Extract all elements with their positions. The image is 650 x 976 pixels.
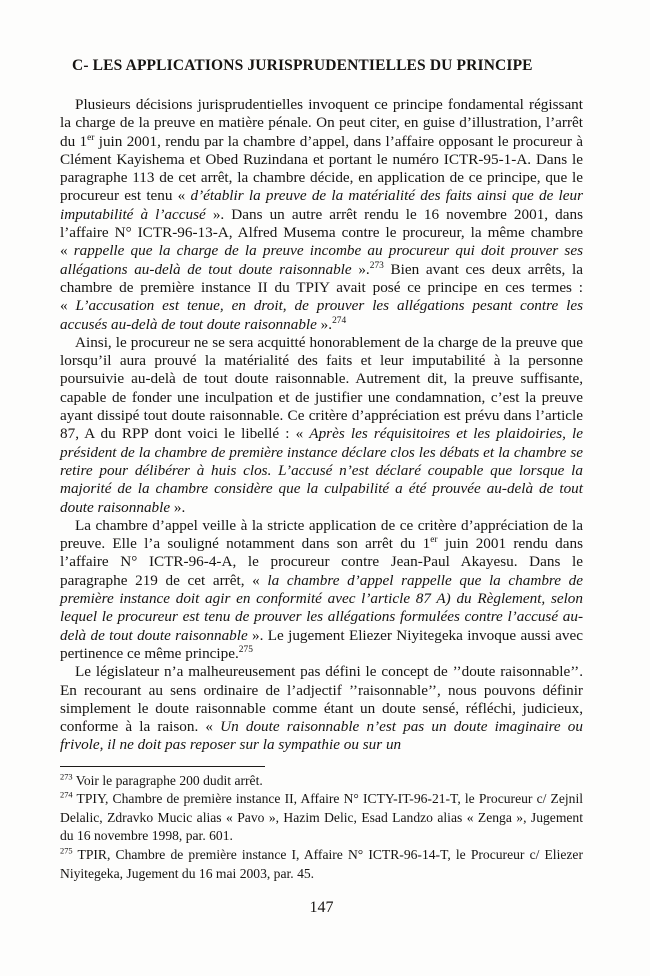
superscript-ref: 275 [238, 644, 253, 655]
footnote [60, 790, 583, 846]
paragraph [60, 663, 583, 754]
text-run: ». Dans un autre arrêt rendu le 16 novembre 2001, dans l’affaire N° ICTR-96-13-A, Alfred Musema contre le procureur, la même chambre « [60, 205, 583, 260]
text-run: ». [170, 498, 186, 516]
superscript-ref: er [430, 535, 438, 546]
quoted-italic-text: L’accusation est tenue, en droit, de prouver les allégations pesant contre les accusés au-delà de tout doute raisonnable [60, 297, 583, 333]
text-run: juin 2001 rendu dans l’affaire N° ICTR-96-4-A, le procureur contre Jean-Paul Akayesu. Dans le paragraphe 219 de cet arrêt, « [60, 535, 584, 589]
text-run: ». Le jugement Eliezer Niyitegeka invoque aussi avec pertinence ce même principe. [60, 626, 583, 662]
quoted-italic-text: Après les réquisitoires et les plaidoiries, le président de la chambre de première instance déclare clos les débats et la chambre se retire pour délibérer à huis clos. L’accusé n’est déclaré coupable que lorsque la majorité de la chambre considère que la culpabilité a été prouvée au-delà de tout doute raisonnable [60, 425, 583, 516]
footnote [60, 772, 583, 791]
text-run: Ainsi, le procureur ne se sera acquitté honorablement de la charge de la preuve que lorsqu’il aura prouvé la matérialité des faits et leur imputabilité à la personne poursuivie au-delà de tout doute raisonnable. Autrement dit, la preuve suffisante, capable de fonder une inculpation et de justifier une condamnation, c’est la preuve ayant dissipé tout doute raisonnable. Ce critère d’appréciation est prévu dans l’article 87, A du RPP dont voici le libellé : « [60, 333, 583, 443]
paragraph [60, 334, 583, 517]
paragraph [60, 96, 583, 334]
footnotes [60, 772, 583, 884]
quoted-italic-text: Un doute raisonnable n’est pas un doute imaginaire ou frivole, il ne doit pas reposer sur la sympathie ou sur un [60, 718, 583, 754]
quoted-italic-text: d’établir la preuve de la matérialité des faits ainsi que de leur imputabilité à l’accusé [60, 187, 583, 223]
quoted-italic-text: rappelle que la charge de la preuve incombe au procureur qui doit prouver ses allégations au-delà de tout doute raisonnable [60, 242, 583, 278]
text-run: TPIY, Chambre de première instance II, Affaire N° ICTY-IT-96-21-T, le Procureur c/ Zejnil Delalic, Zdravko Mucic alias « Pavo », Hazim Delic, Esad Landzo alias « Zenga », Jugement du 16 novembre 1998, par. 601. [60, 791, 584, 844]
superscript-ref: er [87, 132, 95, 143]
section-heading: C- LES APPLICATIONS JURISPRUDENTIELLES DU PRINCIPE [72, 57, 533, 74]
text-run: La chambre d’appel veille à la stricte application de ce critère d’appréciation de la preuve. Elle l’a souligné notamment dans son arrêt du 1 [60, 516, 583, 553]
text-run: Bien avant ces deux arrêts, la chambre de première instance II du TPIY avait posé ce principe en ces termes : « [60, 260, 583, 315]
body-text [60, 96, 583, 755]
page-number: 147 [309, 899, 334, 917]
text-run: TPIR, Chambre de première instance I, Affaire N° ICTR-96-14-T, le Procureur c/ Eliezer Niyitegeka, Jugement du 16 mai 2003, par. 45. [60, 847, 583, 881]
text-run: Voir le paragraphe 200 dudit arrêt. [75, 772, 263, 788]
text-run: Le législateur n’a malheureusement pas défini le concept de ’’doute raisonnable’’. En recourant au sens ordinaire de l’adjectif ’’raisonnable’’, nous pouvons définir simplement le doute raisonnable comme étant un doute sensé, réfléchi, judicieux, conforme à la raison. « [60, 663, 583, 736]
footnote-marker: 274 [60, 789, 73, 800]
footnote-rule [60, 766, 265, 767]
paragraph [60, 517, 583, 663]
text-run: ». [316, 315, 333, 333]
quoted-italic-text: la chambre d’appel rappelle que la chambre de première instance doit agir en conformité avec l’article 87 A) du Règlement, selon lequel le procureur est tenu de prouver les allégations formulées contre l’accusé au-delà de tout doute raisonnable [60, 571, 583, 644]
text-run: ». [351, 260, 370, 278]
footnote-marker: 273 [60, 771, 73, 782]
superscript-ref: 274 [332, 315, 347, 326]
footnote [60, 846, 583, 883]
superscript-ref: 273 [369, 260, 384, 271]
text-run: juin 2001, rendu par la chambre d’appel, dans l’affaire opposant le procureur à Clément Kayishema et Obed Ruzindana et portant le numéro ICTR-95-1-A. Dans le paragraphe 113 de cet arrêt, la chambre décide, en application de ce principe, que le procureur est tenu « [60, 132, 583, 205]
footnote-marker: 275 [60, 845, 73, 856]
text-run: Plusieurs décisions jurisprudentielles invoquent ce principe fondamental régissant la charge de la preuve en matière pénale. On peut citer, en guise d’illustration, l’arrêt du 1 [60, 96, 583, 150]
